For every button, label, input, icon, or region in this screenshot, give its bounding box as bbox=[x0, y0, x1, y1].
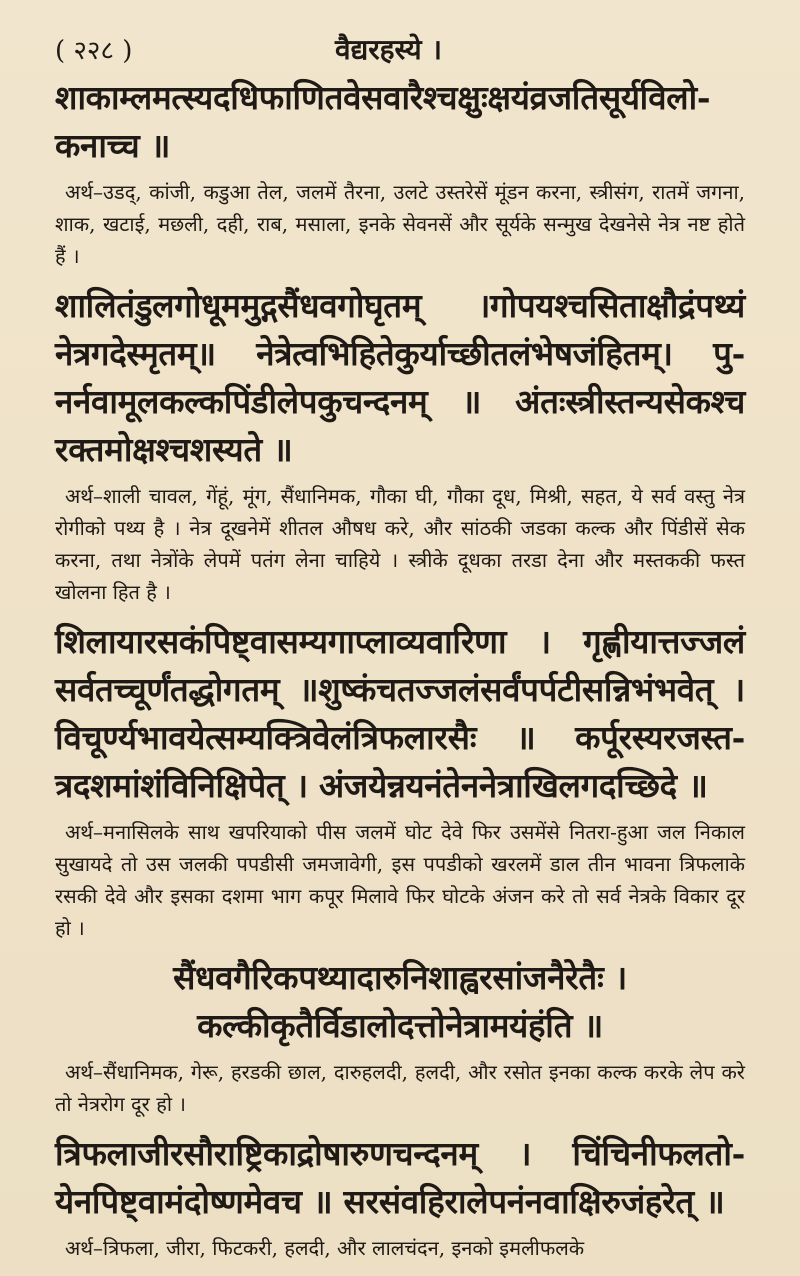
verse-4: सैंधवगैरिकपथ्यादारुनिशाह्वरसांजनैरेतैः । कल्कीकृतैर्विडालोदत्तोनेत्रामयंहंति ॥ bbox=[173, 958, 627, 1045]
meaning-1: अर्थ–उडद्, कांजी, कडुआ तेल, जलमें तैरना, उलटे उस्तरेसें मूंडन करना, स्त्रीसंग, रातमें जगना, शाक, खटाई, मछली, दही, राब, मसाला, इनके सेवनसें और सूर्यके सन्मुख देखनेसे नेत्र नष्ट होते हैं । bbox=[55, 180, 745, 268]
verse-1: शाकाम्लमत्स्यदधिफाणितवेसवारैश्चक्षुःक्षयंव्रजतिसूर्यविलो-कनाच्च ॥ bbox=[55, 78, 711, 165]
verse-5: त्रिफलाजीरसौराष्ट्रिकाद्रोषारुणचन्दनम् । चिंचिनीफलतो-येनपिष्ट्वामंदोष्णमेवच ॥ सरसंवहिरालेपनंनवाक्षिरुजंहरेत् ॥ bbox=[55, 1134, 745, 1221]
meaning-3: अर्थ–मनासिलके साथ खपरियाको पीस जलमें घोट देवे फिर उसमेंसे नितरा-हुआ जल निकाल सुखायदे तो उस जलकी पपडीसी जमजावेगी, इस पपडीको खरलमें डाल तीन भावना त्रिफलाके रसकी देवे और इसका दशमा भाग कपूर मिलावे फिर घोटके अंजन करे तो सर्व नेत्रके विकार दूर हो । bbox=[55, 820, 745, 940]
running-title: वैद्यरहस्ये । bbox=[335, 33, 443, 66]
meaning-2: अर्थ–शाली चावल, गेंहूं, मूंग, सैंधानिमक, गौका घी, गौका दूध, मिश्री, सहत, ये सर्व वस्तु नेत्र रोगीको पथ्य है । नेत्र दूखनेमें शीतल औषध करे, और सांठकी जडका कल्क और पिंडीसें सेक करना, तथा नेत्रोंके लेपमें पतंग लेना चाहिये । स्त्रीके दूधका तरडा देना और मस्तककी फस्त खोलना हित है । bbox=[55, 484, 745, 604]
page-header bbox=[55, 30, 745, 74]
meaning-4: अर्थ–सैंधानिमक, गेरू, हरडकी छाल, दारुहलदी, हलदी, और रसोत इनका कल्क करके लेप करे तो नेत्ररोग दूर हो । bbox=[55, 1060, 745, 1116]
verse-2: शालितंडुलगोधूममुद्गसैंधवगोघृतम् ।गोपयश्चसिताक्षौद्रंपथ्यं नेत्रगदेस्मृतम्॥ नेत्रेत्वभिहितेकुर्याच्छीतलंभेषजंहितम्। पु-नर्नवामूलकल्कपिंडीलेपकुचन्दनम् ॥ अंतःस्त्रीस्तन्यसेकश्च रक्तमोक्षश्चशस्यते ॥ bbox=[55, 286, 745, 469]
page-number: ( २२८ ) bbox=[55, 36, 133, 66]
verse-3: शिलायारसकंपिष्ट्वासम्यगाप्लाव्यवारिणा । गृह्णीयात्तज्जलं सर्वतच्चूर्णंतद्धोगतम् ॥शुष्कंचतज्जलंसर्वंपर्पटीसन्निभंभवेत् । विचूर्ण्यभावयेत्सम्यक्त्रिवेलंत्रिफलारसैः ॥ कर्पूरस्यरजस्त-त्रदशमांशंविनिक्षिपेत् । अंजयेन्नयनंतेननेत्राखिलगदच्छिदे ॥ bbox=[55, 622, 745, 805]
meaning-5: अर्थ–त्रिफला, जीरा, फिटकरी, हलदी, और लालचंदन, इनको इमलीफलके bbox=[65, 1236, 585, 1260]
